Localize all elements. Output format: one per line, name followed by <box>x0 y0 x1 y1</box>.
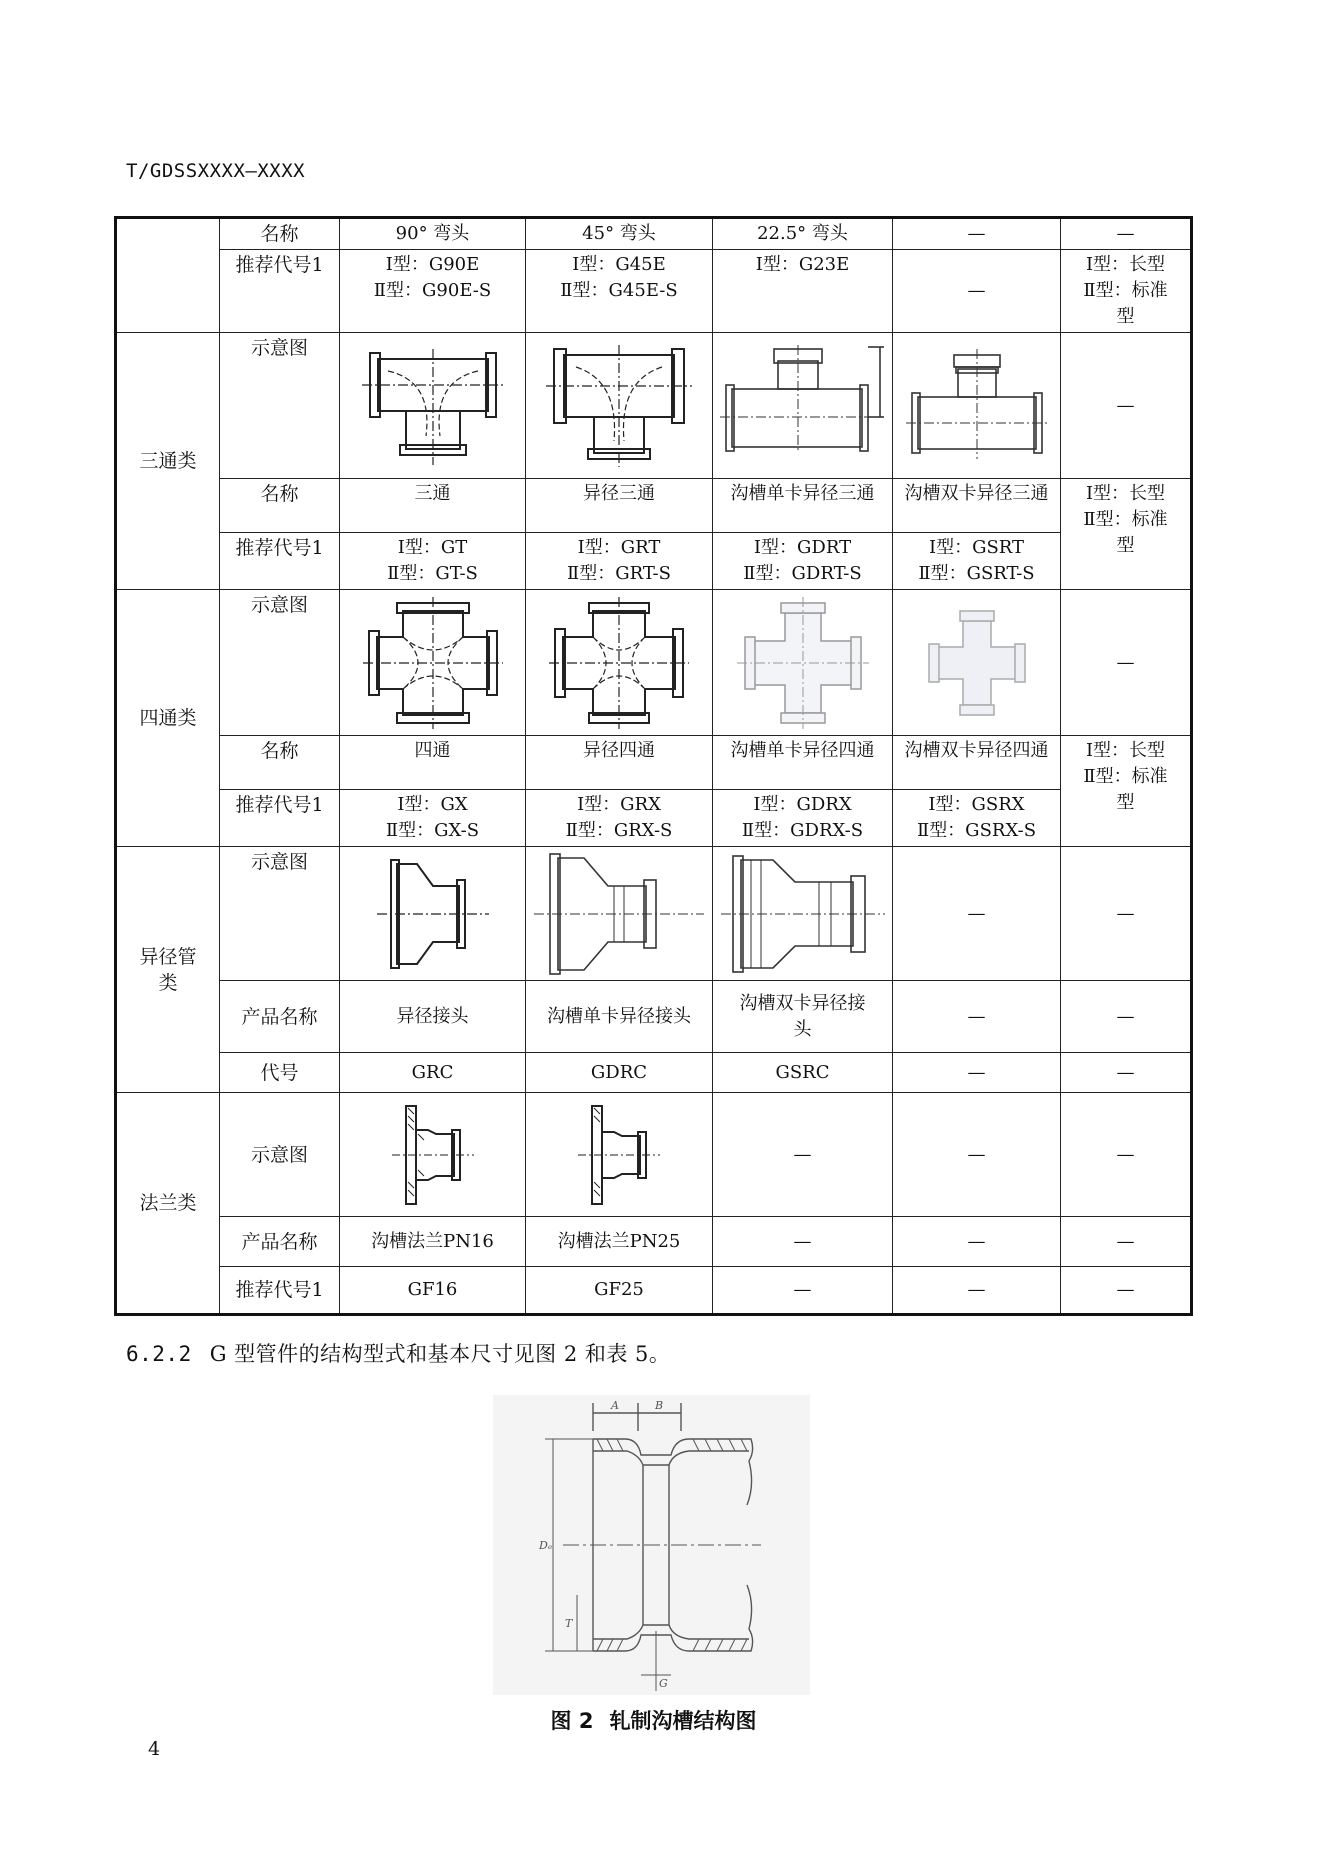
fittings-table <box>114 216 1193 1316</box>
tee-diagram-row <box>116 333 1192 479</box>
cross-diagram-cell <box>340 590 526 736</box>
single-groove-reducing-cross-diagram-cell <box>713 590 893 736</box>
reducing-tee-icon <box>544 341 694 471</box>
elbow-category-cell <box>116 218 220 333</box>
flange-name-row <box>116 1217 1192 1267</box>
rolled-groove-drawing <box>493 1395 810 1695</box>
single-groove-reducing-tee-name: 沟槽单卡异径三通 <box>713 479 893 533</box>
dash-cell: — <box>893 1267 1061 1315</box>
dash-cell: — <box>893 981 1061 1053</box>
reducer-diagram-row <box>116 847 1192 981</box>
cross-type-note: Ⅰ型：长型 Ⅱ型：标准 型 <box>1061 736 1192 847</box>
flange-pn25-code: GF25 <box>526 1267 713 1315</box>
diagram-label: 示意图 <box>220 847 340 981</box>
rec-code-label: 推荐代号1 <box>220 250 340 333</box>
reducing-cross-name: 异径四通 <box>526 736 713 790</box>
dash-cell: — <box>713 1267 893 1315</box>
dash-cell: — <box>893 1093 1061 1217</box>
name-label: 名称 <box>220 736 340 790</box>
reducer-code: GRC <box>340 1053 526 1093</box>
elbow-code-45 <box>526 250 713 333</box>
diagram-label: 示意图 <box>220 590 340 736</box>
diagram-label: 示意图 <box>220 1093 340 1217</box>
flange-pn16-diagram-cell <box>340 1093 526 1217</box>
rolled-groove-figure <box>493 1395 810 1695</box>
dim-label-a: A <box>611 1399 619 1412</box>
section-paragraph <box>126 1338 670 1368</box>
dash-cell: — <box>1061 1267 1192 1315</box>
dash-cell: — <box>893 847 1061 981</box>
flange-pn25-name: 沟槽法兰PN25 <box>526 1217 713 1267</box>
reducing-tee-diagram-cell <box>526 333 713 479</box>
single-groove-reducing-tee-code: Ⅰ型：GDRT Ⅱ型：GDRT-S <box>713 533 893 590</box>
tee-diagram-cell <box>340 333 526 479</box>
reducing-cross-code: Ⅰ型：GRX Ⅱ型：GRX-S <box>526 790 713 847</box>
double-groove-reducing-cross-icon <box>917 603 1037 723</box>
cross-name: 四通 <box>340 736 526 790</box>
single-groove-reducer-code: GDRC <box>526 1053 713 1093</box>
dash-cell: — <box>1061 981 1192 1053</box>
tee-type-note: Ⅰ型：长型 Ⅱ型：标准 型 <box>1061 479 1192 590</box>
product-name-label: 产品名称 <box>220 981 340 1053</box>
cross-category: 四通类 <box>116 590 220 847</box>
elbow-code-90 <box>340 250 526 333</box>
reducer-code-row <box>116 1053 1192 1093</box>
rec-code-label: 推荐代号1 <box>220 1267 340 1315</box>
tee-category: 三通类 <box>116 333 220 590</box>
dim-label-b: B <box>655 1399 664 1412</box>
code-line: Ⅰ型：G45E <box>572 254 666 275</box>
flange-category: 法兰类 <box>116 1093 220 1315</box>
single-groove-reducer-diagram-cell <box>526 847 713 981</box>
elbow-type-note: Ⅰ型：长型 Ⅱ型：标准 型 <box>1061 250 1192 333</box>
tee-name: 三通 <box>340 479 526 533</box>
reducing-cross-icon <box>549 597 689 729</box>
double-groove-reducing-cross-name: 沟槽双卡异径四通 <box>893 736 1061 790</box>
code-line: Ⅱ型：G45E-S <box>560 280 678 301</box>
figure-caption <box>0 1705 1323 1735</box>
elbow-name-row <box>116 218 1192 250</box>
dash-cell: — <box>1061 1053 1192 1093</box>
elbow-name-90: 90° 弯头 <box>340 218 526 250</box>
dash-cell: — <box>893 250 1061 333</box>
product-name-label: 产品名称 <box>220 1217 340 1267</box>
single-groove-reducer-icon <box>534 852 704 976</box>
reducing-tee-name: 异径三通 <box>526 479 713 533</box>
elbow-name-45: 45° 弯头 <box>526 218 713 250</box>
dash-cell: — <box>713 1093 893 1217</box>
elbow-code-22 <box>713 250 893 333</box>
flange-code-row <box>116 1267 1192 1315</box>
section-number: 6.2.2 <box>126 1342 192 1366</box>
code-line: Ⅱ型：G90E-S <box>373 280 492 301</box>
cross-name-row <box>116 736 1192 790</box>
double-groove-reducing-cross-diagram-cell <box>893 590 1061 736</box>
reducer-icon <box>373 856 493 972</box>
cross-diagram-row <box>116 590 1192 736</box>
flange-pn16-icon <box>388 1100 478 1210</box>
double-groove-reducing-tee-icon <box>902 341 1052 471</box>
dash-cell: — <box>893 1053 1061 1093</box>
dash-cell: — <box>1061 847 1192 981</box>
tee-code-row <box>116 533 1192 590</box>
dim-label-t: T <box>565 1617 573 1630</box>
dash-cell: — <box>1061 1093 1192 1217</box>
tee-code: Ⅰ型：GT Ⅱ型：GT-S <box>340 533 526 590</box>
flange-pn16-name: 沟槽法兰PN16 <box>340 1217 526 1267</box>
flange-pn16-code: GF16 <box>340 1267 526 1315</box>
flange-pn25-icon <box>574 1100 664 1210</box>
flange-pn25-diagram-cell <box>526 1093 713 1217</box>
reducer-diagram-cell <box>340 847 526 981</box>
double-groove-reducer-code: GSRC <box>713 1053 893 1093</box>
code-line: Ⅰ型：G90E <box>385 254 480 275</box>
dash-cell: — <box>1061 218 1192 250</box>
diagram-label: 示意图 <box>220 333 340 479</box>
single-groove-reducing-tee-icon <box>718 341 888 471</box>
cross-icon <box>363 597 503 729</box>
reducer-name: 异径接头 <box>340 981 526 1053</box>
single-groove-reducing-cross-icon <box>733 597 873 729</box>
dash-cell: — <box>893 218 1061 250</box>
code-label: 代号 <box>220 1053 340 1093</box>
dash-cell: — <box>1061 590 1192 736</box>
double-groove-reducing-cross-code: Ⅰ型：GSRX Ⅱ型：GSRX-S <box>893 790 1061 847</box>
dash-cell: — <box>1061 333 1192 479</box>
single-groove-reducing-cross-name: 沟槽单卡异径四通 <box>713 736 893 790</box>
dash-cell: — <box>893 1217 1061 1267</box>
figure-label: 图 2 <box>550 1709 594 1733</box>
tee-icon <box>358 341 508 471</box>
dash-cell: — <box>713 1217 893 1267</box>
double-groove-reducing-tee-name: 沟槽双卡异径三通 <box>893 479 1061 533</box>
page-number: 4 <box>148 1738 161 1760</box>
rec-code-label: 推荐代号1 <box>220 790 340 847</box>
code-line: Ⅰ型：G23E <box>755 254 850 275</box>
cross-code: Ⅰ型：GX Ⅱ型：GX-S <box>340 790 526 847</box>
reducing-cross-diagram-cell <box>526 590 713 736</box>
double-groove-reducer-icon <box>721 852 885 976</box>
double-groove-reducing-tee-code: Ⅰ型：GSRT Ⅱ型：GSRT-S <box>893 533 1061 590</box>
double-groove-reducing-tee-diagram-cell <box>893 333 1061 479</box>
double-groove-reducer-diagram-cell <box>713 847 893 981</box>
elbow-code-row <box>116 250 1192 333</box>
name-label: 名称 <box>220 218 340 250</box>
dim-label-g: G <box>659 1677 668 1690</box>
elbow-name-22: 22.5° 弯头 <box>713 218 893 250</box>
double-groove-reducer-name: 沟槽双卡异径接 头 <box>713 981 893 1053</box>
single-groove-reducing-tee-diagram-cell <box>713 333 893 479</box>
rec-code-label: 推荐代号1 <box>220 533 340 590</box>
reducer-name-row <box>116 981 1192 1053</box>
tee-name-row <box>116 479 1192 533</box>
single-groove-reducer-name: 沟槽单卡异径接头 <box>526 981 713 1053</box>
flange-diagram-row <box>116 1093 1192 1217</box>
section-text: G 型管件的结构型式和基本尺寸见图 2 和表 5。 <box>209 1342 671 1366</box>
cross-code-row <box>116 790 1192 847</box>
dash-cell: — <box>1061 1217 1192 1267</box>
document-header: T/GDSSXXXX—XXXX <box>126 160 306 182</box>
figure-title: 轧制沟槽结构图 <box>609 1709 757 1733</box>
reducing-tee-code: Ⅰ型：GRT Ⅱ型：GRT-S <box>526 533 713 590</box>
name-label: 名称 <box>220 479 340 533</box>
reducer-category: 异径管 类 <box>116 847 220 1093</box>
dim-label-de: Dₑ <box>539 1539 553 1552</box>
single-groove-reducing-cross-code: Ⅰ型：GDRX Ⅱ型：GDRX-S <box>713 790 893 847</box>
